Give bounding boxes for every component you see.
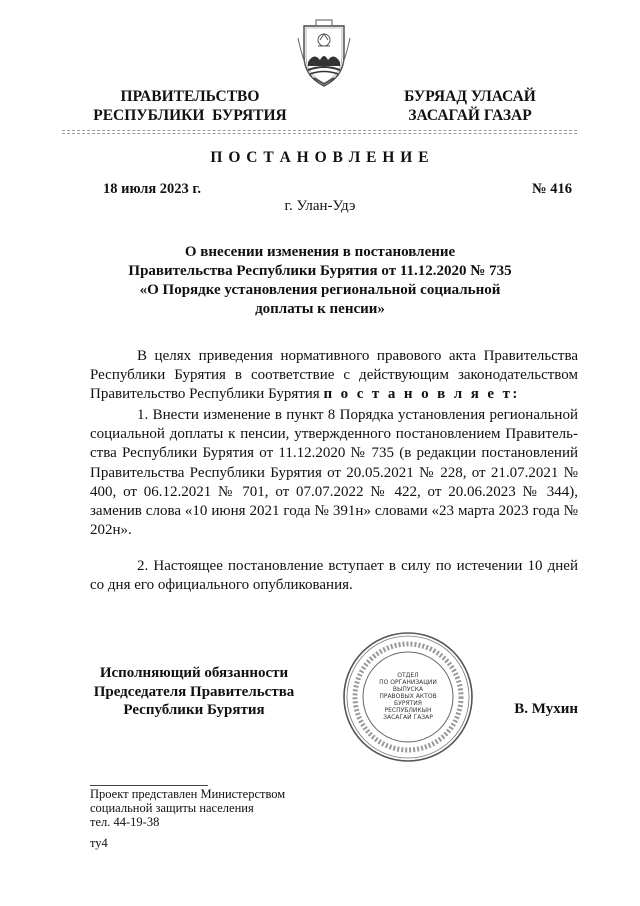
title-line3: «О Порядке установления региональной социальной: [139, 282, 501, 298]
document-title: [0, 243, 640, 319]
document-number: № 416: [532, 181, 572, 197]
header-right-line2: ЗАСАГАЙ ГАЗАР: [408, 107, 532, 124]
header-left-line2: РЕСПУБЛИКИ БУРЯТИЯ: [93, 107, 287, 124]
item-2-paragraph: 2. Настоящее постановление вступает в силу по истечении 10 дней со дня его официального опубликования.: [90, 558, 578, 594]
seal-center-text: [372, 672, 444, 721]
resolve-word: п о с т а н о в л я е т:: [323, 386, 520, 403]
header-divider-1: [62, 130, 577, 131]
header-divider-2: [62, 133, 577, 134]
seal-line-7: ЗАСАГАЙ ГАЗАР: [383, 714, 433, 721]
signature-line3: Республики Бурятия: [123, 702, 265, 718]
seal-line-1: ОТДЕЛ: [397, 672, 419, 679]
seal-line-5: БУРЯТИЯ: [394, 700, 422, 707]
signatory-name: В. Мухин: [514, 701, 578, 717]
signature-title: [84, 664, 304, 720]
signature-line2: Председателя Правительства: [93, 683, 295, 700]
header-right: [370, 87, 570, 125]
preamble-text: В целях приведения нормативного правового акта Правительства Республики Бурятия в соответствие с действующим законодательством Правительство Республики Бурятия: [90, 348, 578, 403]
seal-line-4: ПРАВОВЫХ АКТОВ: [379, 693, 437, 700]
document-code: ту4: [90, 836, 108, 850]
preamble-paragraph: [90, 347, 578, 405]
footnote-block: [90, 787, 285, 829]
coat-of-arms-emblem: [296, 18, 352, 90]
title-line4: доплаты к пенсии»: [255, 301, 385, 317]
footnote-divider: [90, 785, 208, 786]
header-left: [80, 87, 300, 125]
seal-line-2: ПО ОРГАНИЗАЦИИ: [379, 679, 437, 686]
header-left-line1: ПРАВИТЕЛЬСТВО: [120, 88, 260, 105]
footnote-line2: социальной защиты населения: [90, 801, 254, 815]
seal-line-6: РЕСПУБЛИКЫН: [384, 707, 432, 714]
seal-line-3: ВЫПУСКА: [392, 686, 424, 693]
title-line1: О внесении изменения в постановление: [184, 244, 456, 260]
signature-line1: Исполняющий обязанности: [99, 665, 289, 681]
footnote-line1: Проект представлен Министерством: [90, 787, 286, 801]
header-right-line1: БУРЯАД УЛАСАЙ: [404, 88, 536, 105]
title-line2: Правительства Республики Бурятия от 11.12.2020 № 735: [128, 263, 512, 279]
document-type: П О С Т А Н О В Л Е Н И Е: [210, 149, 430, 166]
footnote-line3: тел. 44-19-38: [90, 815, 160, 829]
document-date: 18 июля 2023 г.: [103, 181, 202, 197]
document-city: г. Улан-Удэ: [284, 198, 356, 214]
item-1-paragraph: 1. Внести изменение в пункт 8 Порядка установления региональной социальной доплаты к пенсии, утвержденного постановлением Правитель-ства Республики Бурятия от 11.12.2020 № 735 (в редакции постановлений Правительства Республики Бурятия от 20.05.2021 № 228, от 21.07.2021 № 400, от 06.12.2021 № 701, от 07.07.2022 № 422, от 20.06.2023 № 344), заменив слова «10 июня 2021 года № 391н» словами «23 марта 2023 года № 202н».: [90, 407, 578, 539]
